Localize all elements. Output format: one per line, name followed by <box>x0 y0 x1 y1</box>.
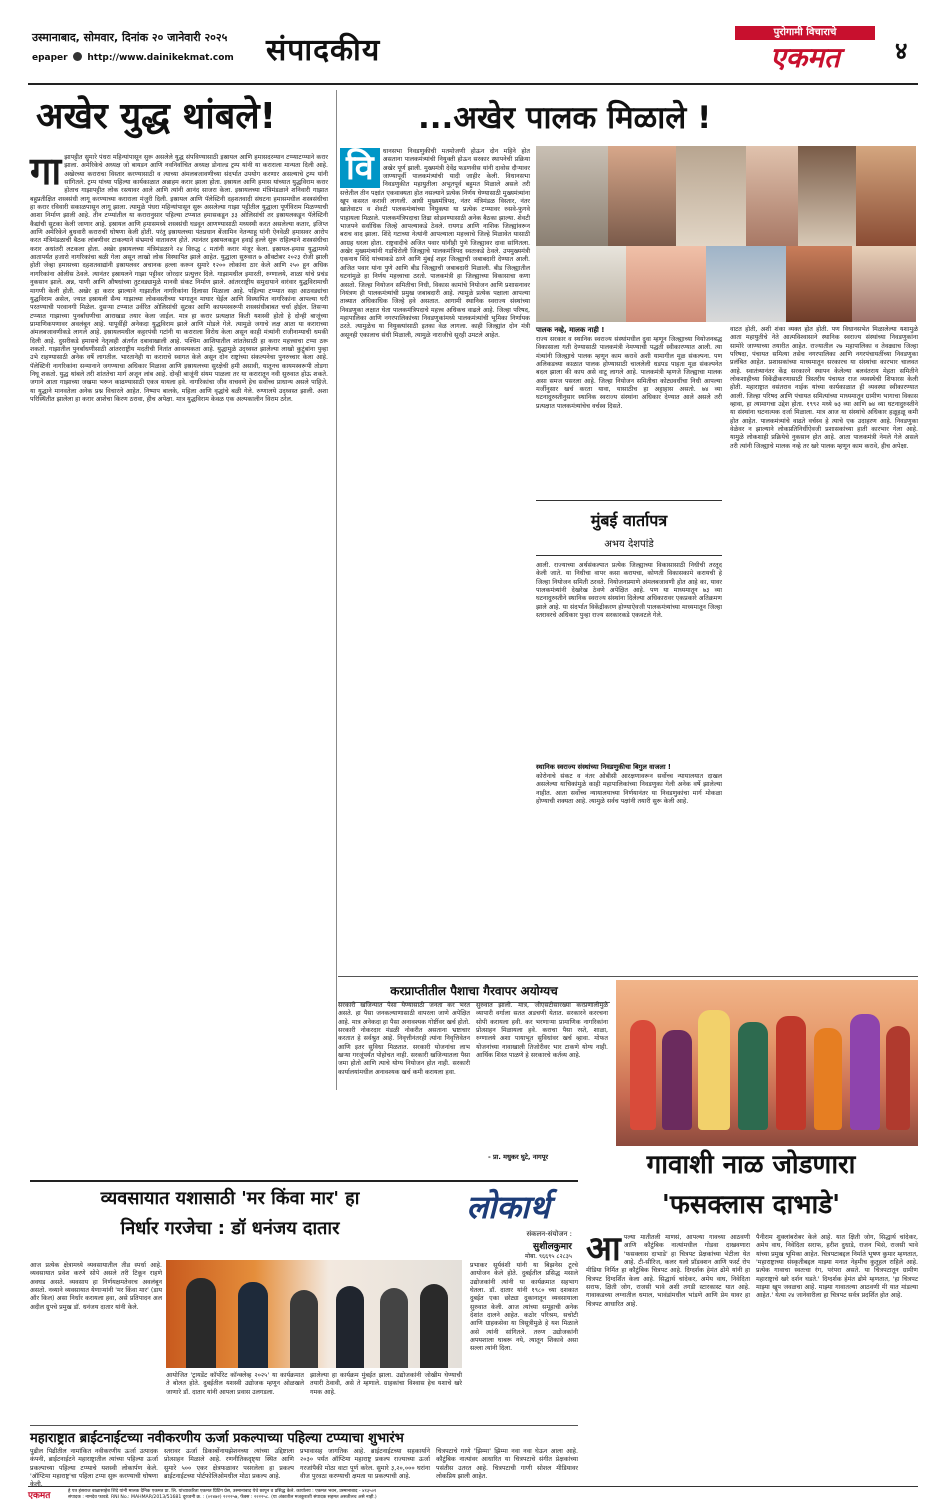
footer-line1: हे पत्र हंसराज बाळासाहेब शिंदे यांनी मालक दैनिक एकमत प्रा. लि. यांच्याकरिता एकमत प्रिंटिंग प्रेस, उस्मानाबाद येथे छापून व प्रसिद्ध केले. कार्यालय : एकमत भवन, उस्मानाबाद - ४१३५०१ <box>68 1489 377 1494</box>
minister-photo <box>608 146 676 246</box>
globe-icon <box>73 52 82 61</box>
feature-headline-line2: 'फसक्लास दाभाडे' <box>661 1190 841 1220</box>
person-figure <box>238 1282 268 1368</box>
editorial-body <box>30 148 328 1074</box>
person-figure <box>186 1278 216 1368</box>
dateline: उस्मानाबाद, सोमवार, दिनांक २० जानेवारी २०२५ <box>32 31 228 44</box>
cast-member <box>738 1022 768 1130</box>
letter-byline: - प्रा. मधुकर घुटे, नागपूर <box>488 1153 549 1161</box>
minister-photo <box>676 146 746 246</box>
masthead-logo: एकमत <box>770 41 840 74</box>
letter-tax-misuse <box>338 978 610 1166</box>
minister-photo <box>626 246 706 322</box>
lokarth-col2: आयोजित 'ट्रायडेंट कॉर्पोरेट कॉन्क्लेव्ह २०२५' या कार्यक्रमात ते बोलत होते. दुबईतील यशस्वी उद्योजक म्हणून ओळखले जाणारे डॉ. दातार यांनी आपला प्रवास उलगडला. <box>166 1372 304 1396</box>
guardians-col1-text: धानसभा निवडणुकीची मतमोजणी होऊन दोन महिने होत असताना पालकमंत्र्यांची नियुक्ती होऊन सरकार स्थापनेची प्रक्रिया अखेर पूर्ण झाली. मुख्यमंत्री देवेंद्र फडणवीस यांनी दावोस दौऱ्यावर जाण्यापूर्वी पालकमंत्र्यांची यादी जाहीर केली. विधानसभा निवडणुकीत महायुतीला अभूतपूर्व बहुमत मिळाले असले तरी सत्तेतील तीन पक्षांत एकवाक्यता होत नसल्याने प्रत्येक निर्णय घेण्यासाठी मुख्यमंत्र्यांना खूप कसरत करावी लागली. आधी मुख्यमंत्रिपद, नंतर मंत्रिमंडळ विस्तार, नंतर खातेवाटप व शेवटी पालकमंत्र्यांच्या नियुक्त्या या प्रत्येक टप्प्यावर रुसवे-फुगवे पाहायला मिळाले. पालकमंत्रिपदाचा तिढा सोडवण्यासाठी अनेक बैठका झाल्या. शेवटी भाजपने सर्वाधिक जिल्हे आपल्याकडे ठेवले. रायगड आणि नाशिक जिल्ह्यांवरून बराच वाद झाला. शिंदे गटाच्या नेत्यांनी आपल्याला महत्त्वाचे जिल्हे मिळावेत यासाठी आग्रह धरला होता. राष्ट्रवादीचे अजित पवार यांनीही पुणे जिल्ह्यावर दावा सांगितला. अखेर मुख्यमंत्र्यांनी गडचिरोली जिल्ह्याचे पालकमंत्रिपद स्वतःकडे ठेवले. उपमुख्यमंत्री एकनाथ शिंदे यांच्याकडे ठाणे आणि मुंबई शहर जिल्ह्याची जबाबदारी देण्यात आली. अजित पवार यांना पुणे आणि बीड जिल्ह्याची जबाबदारी मिळाली. बीड जिल्ह्यातील घटनांमुळे हा निर्णय महत्त्वाचा ठरतो. पालकमंत्री हा जिल्ह्याच्या विकासाचा कणा असतो. जिल्हा नियोजन समितीचा निधी, विकास कामांचे नियोजन आणि प्रशासनावर नियंत्रण ही पालकमंत्र्यांची प्रमुख जबाबदारी आहे. त्यामुळे प्रत्येक पक्षाला आपल्या ताब्यात अधिकाधिक जिल्हे हवे असतात. आगामी स्थानिक स्वराज्य संस्थांच्या निवडणुका लक्षात घेता पालकमंत्रिपदाचे महत्त्व अधिकच वाढले आहे. जिल्हा परिषद, महापालिका आणि नगरपालिकांच्या निवडणुकांमध्ये पालकमंत्र्यांची भूमिका निर्णायक ठरते. त्यामुळेच या नियुक्त्यांसाठी इतका वेळ लागला. काही जिल्ह्यांत दोन मंत्री असूनही एकालाच संधी मिळाली, त्यामुळे नाराजीचे सूरही उमटले आहेत. <box>340 148 530 339</box>
person-figure <box>336 1286 364 1368</box>
bottom-col2: स्तरावर ऊर्जा डिकार्बोनायझेशनच्या त्यांच्या उद्दिष्टाला प्रोत्साहन मिळाले आहे. रणनीतिकदृष्ट्या स्थित आणि सुमारे ५०० एकर क्षेत्रफळावर पसरलेला हा प्रकल्प ब्राईटनाईटच्या पोर्टफोलिओमधील मोठा प्रकल्प आहे. <box>164 1448 294 1481</box>
feature-col1-text: पल्या मातीतली माणसं, आपल्या गावच्या आठवणी आणि कौटुंबिक नात्यांमधील गोडवा दाखवणारा 'फसक्लास दाभाडे' हा चित्रपट प्रेक्षकांच्या भेटीला येत आहे. टी-सीरिज, कलर यलो प्रॉडक्शन आणि फर्स्ट रोप मीडिया निर्मित हा कौटुंबिक चित्रपट आहे. दिग्दर्शक हेमंत ढोमे यांनी हा चित्रपट दिग्दर्शित केला आहे. सिद्धार्थ चांदेकर, अमेय वाघ, निवेदिता सराफ, क्षिती जोग, राजसी भावे अशी तगडी स्टारकास्ट यात आहे. गावाकडच्या लग्नातील धमाल, भावंडांमधील भांडणे आणि प्रेम यावर हा चित्रपट आधारित आहे. <box>586 1234 750 1308</box>
feature-dropcap: आ <box>586 1229 621 1269</box>
lokarth-credit-name: सुशीलकुमार <box>533 1242 572 1252</box>
section-title: संपादकीय <box>266 33 381 68</box>
lokarth-col1: आज प्रत्येक क्षेत्रामध्ये व्यवसायातील तीव्र स्पर्धा आहे. व्यवसायात प्रवेश करणे सोपे असले तरी टिकून राहणे अवघड असते. व्यवसाय हा निर्णयक्षमतेवरच अवलंबून असतो. नव्याने व्यवसायात येणाऱ्यांनी 'मर किंवा मार' (डाय ऑर किल) असा निर्धार करायला हवा, असे प्रतिपादन अल अदील ग्रुपचे प्रमुख डॉ. धनंजय दातार यांनी केले. <box>30 1262 162 1311</box>
lokarth-col3: झालेल्या हा कार्यक्रम मुंबईत झाला. उद्योजकांनी जोखीम घेण्याची तयारी ठेवावी, असे ते म्हणाले. ग्राहकांचा विश्वास हेच यशाचे खरे गमक आहे. <box>310 1372 462 1396</box>
feature-headline <box>584 1145 918 1231</box>
minister-photo <box>536 246 626 322</box>
editorial-headline: अखेर युद्ध थांबले! <box>36 96 277 137</box>
header-rule <box>28 83 918 85</box>
letter-col2: सुरुवात झाली. मात्र, जीएसटीसारख्या करप्रणालीमुळे व्यापारी वर्गाला सतत अडचणी येतात. सरकारने कररचना सोपी करायला हवी. कर भरणाऱ्या प्रामाणिक नागरिकांना प्रोत्साहन मिळायला हवे. कराचा पैसा रस्ते, शाळा, रुग्णालये अशा पायाभूत सुविधांवर खर्च व्हावा. मोफत योजनांच्या नावाखाली तिजोरीवर भार टाकणे योग्य नाही. आर्थिक शिस्त पाळणे हे सरकारचे कर्तव्य आहे. <box>476 1002 608 1060</box>
lokarth-headline-line2: निर्धार गरजेचा : डॉ धनंजय दातार <box>120 1218 340 1239</box>
imprint-footer <box>28 1486 918 1500</box>
minister-photo <box>536 146 608 246</box>
film-cast-photo <box>616 980 918 1146</box>
cast-member <box>698 1010 730 1130</box>
guardians-col1 <box>340 148 530 976</box>
feature-headline-line1: गावाशी नाळ जोडणारा <box>646 1150 856 1180</box>
editorial-war-ended <box>30 86 330 1076</box>
bottom-col1: पुढील पिढीतील नामांकित नवीकरणीय ऊर्जा उत्पादक कंपनी, ब्राईटनाईटने महाराष्ट्रातील त्यांच्या पहिल्या ऊर्जा प्रकल्पाच्या पहिल्या टप्प्याचे यशस्वी लोकार्पण केले. 'ऑप्टिमा महाराष्ट्र'चा पहिला टप्पा सुरू करण्याची घोषणा केली. <box>30 1448 158 1489</box>
feature-col1 <box>586 1229 750 1484</box>
horizontal-divider <box>338 976 918 977</box>
person-figure <box>290 1290 318 1368</box>
cast-member <box>814 1028 842 1130</box>
minister-photo <box>852 246 916 322</box>
minister-photo <box>856 146 916 246</box>
guardians-headline: ...अखेर पालक मिळाले ! <box>418 100 712 136</box>
guardians-dropcap: वि <box>340 148 380 188</box>
epaper-url: http://www.dainikekmat.com <box>87 53 234 63</box>
page-header <box>0 0 945 86</box>
masthead-tagline: पुरोगामी विचाराचे <box>735 26 875 40</box>
column-divider <box>336 90 337 1090</box>
lokarth-credit-label: संकलन-संयोजन : <box>526 1230 572 1238</box>
guardians-col3: वाटत होती, अशी शंका व्यक्त होत होती. पण विधानसभेत मिळालेल्या यशामुळे आता महायुतीचे नेते आत्मविश्वासाने स्थानिक स्वराज्य संस्थांच्या निवडणुकांना सामोरे जाण्याच्या तयारीत आहेत. राज्यातील २७ महापालिका व तेवढ्याच जिल्हा परिषदा, पंचायत समित्या तसेच नगरपालिका आणि नगरपंचायतींच्या निवडणुका प्रलंबित आहेत. प्रशासकांच्या माध्यमातून सरकारच या संस्थांचा कारभार चालवत आहे. स्वातंत्र्यानंतर केंद्र सरकारने स्थापन केलेल्या बलवंतराय मेहता समितीने लोकशाहीच्या विकेंद्रीकरणासाठी त्रिस्तरीय पंचायत राज व्यवस्थेची शिफारस केली होती. महाराष्ट्रात वसंतराव नाईक यांच्या कार्यकाळात ही व्यवस्था स्वीकारण्यात आली. जिल्हा परिषद आणि पंचायत समित्यांच्या माध्यमातून ग्रामीण भागाचा विकास व्हावा, हा त्यामागचा उद्देश होता. १९९२ मध्ये ७३ व्या आणि ७४ व्या घटनादुरुस्तीने या संस्थांना घटनात्मक दर्जा मिळाला. मात्र आज या संस्थांचे अधिकार हळूहळू कमी होत आहेत. पालकमंत्र्यांचे वाढते वर्चस्व हे त्याचे एक उदाहरण आहे. निवडणुका वेळेवर न झाल्याने लोकप्रतिनिधींऐवजी प्रशासकांच्या हाती कारभार गेला आहे. यामुळे लोकशाही प्रक्रियेचे नुकसान होत आहे. आता पालकमंत्री नेमले गेले असले तरी त्यांनी जिल्ह्याचे मालक नव्हे तर खरे पालक म्हणून काम करावे, हीच अपेक्षा. <box>730 326 918 450</box>
footer-line2: संपादक : नामदेव फावडे. RNI No.: MAHMAR/2013/51681 दूरध्वनी क्र. : (०२४७२) २२२२५७, फॅक्स : २२२२५८. (या अंकातील मजकुराशी संपादक सहमत असतीलच असे नाही.) <box>68 1495 377 1500</box>
guardians-caption: पालक नव्हे, मालक नाही ! <box>536 326 605 334</box>
award-ceremony-photo <box>166 1260 462 1368</box>
bottom-rule <box>30 1425 578 1426</box>
lokarth-credit-phone: मोबा. ९६६९५ ८२८३५ <box>524 1253 572 1260</box>
lokarth-col4: प्रभाकर सूर्यवंशी यांनी या बिझनेस टूरचे आयोजन केले होते. दुबईतील प्रसिद्ध मसाले उद्योजकांनी त्यांनी या कार्यक्रमात सहभाग घेतला. डॉ. दातार यांनी १९८० च्या दशकात दुबईत एका छोट्या दुकानातून व्यवसायाला सुरुवात केली. आज त्यांच्या समूहाची अनेक देशांत दालने आहेत. कठोर परिश्रम, सचोटी आणि ग्राहकसेवा या त्रिसूत्रीमुळे हे यश मिळाले असे त्यांनी सांगितले. तरुण उद्योजकांनी अपयशाला घाबरू नये, त्यातून शिकावे असा सल्ला त्यांनी दिला. <box>470 1262 578 1353</box>
minister-photo <box>706 246 786 322</box>
person-figure <box>420 1284 448 1368</box>
letter-col1: सरकारी खजिन्यात पैसा येण्यासाठी जनता कर भरत असते. हा पैसा जनकल्याणासाठी वापरला जाणे अपेक्षित आहे. मात्र अनेकदा हा पैसा अनावश्यक गोष्टींवर खर्च होतो. सरकारी नोकरदार मंडळी नोकरीत असताना भ्रष्टाचार करतात हे सर्वश्रुत आहे. निवृत्तीनंतरही त्यांना निवृत्तिवेतन आणि इतर सुविधा मिळतात. सरकारी योजनांचा लाभ खऱ्या गरजूंपर्यंत पोहोचत नाही. सरकारी खजिन्यातला पैसा जमा होतो आणि त्याचे योग्य नियोजन होत नाही. सरकारी कार्यालयांमधील अनावश्यक खर्च कमी करायला हवा. <box>338 1002 470 1076</box>
minister-photo <box>746 146 798 246</box>
lokarth-headline-line1: व्यवसायात यशासाठी 'मर किंवा मार' हा <box>100 1188 360 1209</box>
cast-member <box>886 1026 910 1130</box>
lokarth-top-rule <box>30 1180 578 1182</box>
cast-member <box>630 1020 656 1130</box>
masthead-block <box>735 26 875 78</box>
footer-logo: एकमत <box>28 1491 51 1501</box>
editorial-text: झापट्टीत सुमारे पंधरा महिन्यांपासून सुरू असलेले युद्ध संपविण्यासाठी इस्रायल आणि हमासदरम्यान टप्प्याटप्प्याने करार झाला. अमेरिकेचे अध्यक्ष जो बायडन आणि नवनिर्वाचित अध्यक्ष डोनाल्ड ट्रम्प यांनी या कराराला मान्यता दिली आहे. अखेरच्या कराराचा विस्तार करण्यासाठी व त्याच्या अंमलबजावणीच्या संदर्भात उपयोग करणार असल्याचे ट्रम्प यांनी सांगितले. ट्रम्प यांच्या पहिल्या कार्यकाळात अब्राहम करार झाला होता. इस्रायल आणि हमास यांच्यात युद्धविराम करार होताच गाझापट्टीत लोक रस्त्यावर आले आणि त्यांनी आनंद साजरा केला. इस्रायलच्या मंत्रिमंडळाने शनिवारी गाझात बहुप्रतीक्षित शस्त्रसंधी लागू करण्याच्या कराराला मंजुरी दिली. इस्रायल आणि पॅलेस्टिनी दहशतवादी संघटना हमासमधील शस्त्रसंधीचा हा करार रविवारी सकाळपासून लागू झाला. त्यामुळे पंधरा महिन्यांपासून सुरू असलेल्या गाझा पट्टीतील युद्धाला पूर्णविराम मिळण्याची आशा निर्माण झाली आहे. तीन टप्प्यांतील या करारानुसार पहिल्या टप्प्यात हमासकडून ३३ ओलिसांची तर इस्रायलकडून पॅलेस्टिनी कैद्यांची सुटका केली जाणार आहे. इस्रायल आणि हमासमध्ये शस्त्रसंधी घडवून आणण्यासाठी मध्यस्थी करत असलेल्या कतार, इजिप्त आणि अमेरिकेने बुधवारी कराराची घोषणा केली होती. परंतु इस्रायलच्या पंतप्रधान बेंजामिन नेतन्याहू यांनी ऐनवेळी हमासवर आरोप करत मंत्रिमंडळाची बैठक लांबणीवर टाकल्याने संभ्रमाचे वातावरण होते. त्यानंतर इस्रायलकडून हवाई हल्ले सुरू राहिल्याने शस्त्रसंधीचा करार अधांतरी लटकला होता. अखेर इस्रायलच्या मंत्रिमंडळाने २४ विरुद्ध ८ मतांनी करार मंजूर केला. इस्रायल-हमास युद्धामध्ये आतापर्यंत हजारो नागरिकांचा बळी गेला असून लाखो लोक विस्थापित झाले आहेत. युद्धाला सुरुवात ७ ऑक्टोबर २०२३ रोजी झाली होती जेव्हा हमासच्या दहशतवाद्यांनी इस्रायलवर अचानक हल्ला करून सुमारे १२०० लोकांना ठार केले आणि २५० हून अधिक नागरिकांना ओलीस ठेवले. त्यानंतर इस्रायलने गाझा पट्टीवर जोरदार प्रत्युत्तर दिले. गाझामधील इमारती, रुग्णालये, शाळा यांचे प्रचंड नुकसान झाले. अन्न, पाणी आणि औषधांच्या तुटवड्यामुळे मानवी संकट निर्माण झाले. आंतरराष्ट्रीय समुदायाने वारंवार युद्धविरामाची मागणी केली होती. अखेर हा करार झाल्याने गाझातील नागरिकांना दिलासा मिळाला आहे. पहिल्या टप्प्यात सहा आठवड्यांचा युद्धविराम असेल, ज्यात इस्रायली सैन्य गाझाच्या लोकवस्तीच्या भागातून माघार घेईल आणि विस्थापित नागरिकांना आपल्या घरी परतण्याची परवानगी मिळेल. दुसऱ्या टप्प्यात उर्वरित ओलिसांची सुटका आणि कायमस्वरूपी शस्त्रसंधीबाबत चर्चा होईल. तिसऱ्या टप्प्यात गाझाच्या पुनर्बांधणीचा आराखडा तयार केला जाईल. मात्र हा करार प्रत्यक्षात किती यशस्वी होतो हे दोन्ही बाजूंच्या प्रामाणिकपणावर अवलंबून आहे. यापूर्वीही अनेकदा युद्धविराम झाले आणि मोडले गेले. त्यामुळे जगाचे लक्ष आता या कराराच्या अंमलबजावणीकडे लागले आहे. इस्रायलमधील कट्टरपंथी गटांनी या कराराला विरोध केला असून काही मंत्र्यांनी राजीनाम्याची धमकी दिली आहे. दुसरीकडे हमासचे नेतृत्वही अंतर्गत दबावाखाली आहे. पश्चिम आशियातील शांततेसाठी हा करार महत्त्वाचा टप्पा ठरू शकतो. गाझातील पुनर्बांधणीसाठी आंतरराष्ट्रीय मदतीची नितांत आवश्यकता आहे. युद्धामुळे उद्ध्वस्त झालेल्या लाखो कुटुंबांना पुन्हा उभे राहण्यासाठी अनेक वर्षे लागतील. भारतानेही या कराराचे स्वागत केले असून दोन राष्ट्रांच्या संकल्पनेचा पुनरुच्चार केला आहे. पॅलेस्टिनी नागरिकांना सन्मानाने जगण्याचा अधिकार मिळावा आणि इस्रायलच्या सुरक्षेची हमी असावी, यातूनच कायमस्वरूपी तोडगा निघू शकतो. युद्ध थांबले तरी शांततेचा मार्ग अजून लांब आहे. दोन्ही बाजूंनी संयम पाळला तर या करारातून नवी सुरुवात होऊ शकते. जगाने आता गाझाच्या जखमा भरून काढण्यासाठी एकत्र यायला हवे. नागरिकांचा जीव वाचवणे हेच सर्वोच्च प्राधान्य असले पाहिजे. या युद्धाने मानवतेला अनेक प्रश्न विचारले आहेत. निष्पाप बालके, महिला आणि वृद्धांचे बळी गेले. रुग्णालये उद्ध्वस्त झाली. अशा परिस्थितीत झालेला हा करार आशेचा किरण ठरावा, हीच अपेक्षा. मात्र युद्धविराम केवळ एक अल्पकालीन विराम ठरेल. <box>30 154 328 403</box>
epaper-link[interactable] <box>32 52 234 63</box>
guardians-col2b-text: आली. राज्याच्या अर्थसंकल्पात प्रत्येक जिल्ह्याच्या विकासासाठी निधीची तरतूद केली जाते. या निधीचा वापर कसा करायचा, कोणती विकासकामे करायची हे जिल्हा नियोजन समिती ठरवते. नियोजनप्रमाणे अंमलबजावणी होत आहे का, यावर पालकमंत्र्यांनी देखरेख ठेवणे अपेक्षित आहे. पण या माध्यमातून ७३ व्या घटनादुरुस्तीने स्थानिक स्वराज्य संस्थांना दिलेल्या अधिकारावर एकप्रकारे अतिक्रमण झाले आहे. या संदर्भात विकेंद्रीकरण होण्याऐवजी पालकमंत्र्यांच्या माध्यमातून जिल्हा स्तरावरचे अधिकार पुन्हा राज्य सरकारकडे एकवटले गेले. <box>536 562 722 620</box>
ministers-photo-strip <box>536 146 916 322</box>
person-figure <box>380 1288 408 1368</box>
bottom-col4: चित्रपटाचे गाणे 'झिम्मा' झिम्मा नवा नवा घेऊन आला आहे. कौटुंबिक नात्यांवर आधारित या चित्रपटाचे संगीत प्रेक्षकांच्या पसंतीस उतरत आहे. चित्रपटाची गाणी सोशल मीडियावर लोकप्रिय झाली आहेत. <box>436 1448 578 1481</box>
page-number: ४ <box>895 37 908 65</box>
bottom-col3: प्रभावासह जागतिक आहे. ब्राईटनाईटच्या सहकार्याने २०३० पर्यंत ऑप्टिमा महाराष्ट्र प्रकल्प राज्याच्या ऊर्जा गरजांपैकी मोठा वाटा पूर्ण करेल. सुमारे ३,२०,००० घरांना वीज पुरवठा करण्याची क्षमता या प्रकल्पाची आहे. <box>300 1448 430 1481</box>
feature-col2: पैनीराम शुक्लांबरोबर केले आहे. यात क्षिती जोग, सिद्धार्थ चांदेकर, अमेय वाघ, निवेदिता सराफ, हरीश दुधाडे, राजन भिसे, राजसी भावे यांच्या प्रमुख भूमिका आहेत. चित्रपटाबद्दल निर्माते भूषण कुमार म्हणतात, 'महाराष्ट्राच्या संस्कृतीबद्दल माझ्या मनात नेहमीच कुतूहल राहिले आहे. प्रत्येक गावाचा स्वतःचा रंग, परंपरा असते. या चित्रपटातून ग्रामीण महाराष्ट्राचे खरे दर्शन घडते.' दिग्दर्शक हेमंत ढोमे म्हणतात, 'हा चित्रपट माझ्या खूप जवळचा आहे. माझ्या गावातल्या आठवणी मी यात मांडल्या आहेत.' येत्या २४ जानेवारीला हा चित्रपट सर्वत्र प्रदर्शित होत आहे. <box>756 1234 918 1300</box>
cast-member <box>776 1016 806 1130</box>
minister-photo <box>798 146 856 246</box>
lokarth-brand-box <box>438 1184 578 1258</box>
cast-member <box>662 1030 692 1130</box>
epaper-label: epaper <box>32 53 68 63</box>
guardians-col2-text: राज्य सरकार व स्थानिक स्वराज्य संस्थांमधील दुवा म्हणून जिल्ह्याच्या नियोजनबद्ध विकासाला गती देण्यासाठी पालकमंत्री नेमण्याची पद्धती स्वीकारण्यात आली. त्या मंत्र्यांनी जिल्ह्याचे पालक म्हणून काम करावे अशी यामागील मूळ संकल्पना. पण अलिकडच्या काळात पालक होण्यासाठी चाललेली धडपड पाहता मूळ संकल्पनेत बदल झाला की काय असे वाटू लागले आहे. पालकमंत्री म्हणजे जिल्ह्याचा मालक असा समज पसरला आहे. जिल्हा नियोजन समितीचा कोट्यवधींचा निधी आपल्या मर्जीनुसार खर्च करता यावा, यासाठीच हा अट्टाहास असतो. ७४ व्या घटनादुरुस्तीनुसार स्थानिक स्वराज्य संस्थांना अधिकार देण्यात आले असले तरी प्रत्यक्षात पालकमंत्र्यांचेच वर्चस्व दिसते. <box>536 336 722 410</box>
lokarth-brand: लोकार्थ <box>466 1188 550 1226</box>
guardians-col2 <box>536 326 722 976</box>
column-title: मुंबई वार्तापत्र <box>590 511 668 530</box>
editorial-dropcap: गा <box>30 148 62 193</box>
lokarth-headline <box>30 1184 430 1244</box>
bottom-headline: महाराष्ट्रात ब्राईटनाईटच्या नवीकरणीय ऊर्जा प्रकल्पाच्या पहिल्या टप्प्याचा शुभारंभ <box>30 1431 404 1446</box>
guardians-col2c-text: कोरोनाचे संकट व नंतर ओबीसी आरक्षणावरून सर्वोच्च न्यायालयात दाखल असलेल्या याचिकांमुळे काही महापालिकांच्या निवडणुका गेली अनेक वर्षे झालेल्या नाहीत. आता सर्वोच्च न्यायालयाच्या निर्णयानंतर या निवडणुकांचा मार्ग मोकळा होण्याची शक्यता आहे. त्यामुळे सर्वच पक्षांनी तयारी सुरू केली आहे. <box>536 773 722 806</box>
cast-member <box>850 1014 880 1130</box>
minister-photo <box>786 246 852 322</box>
letter-headline: करप्राप्तीतील पैशाचा गैरवापर अयोग्यच <box>338 978 610 1003</box>
column-title-box <box>536 500 722 556</box>
editorial-guardians <box>340 86 920 1076</box>
column-author: अभय देशपांडे <box>604 539 654 550</box>
guardians-subhead: स्थानिक स्वराज्य संस्थांच्या निवडणुकीचा बिगुल वाजला ! <box>536 763 671 771</box>
